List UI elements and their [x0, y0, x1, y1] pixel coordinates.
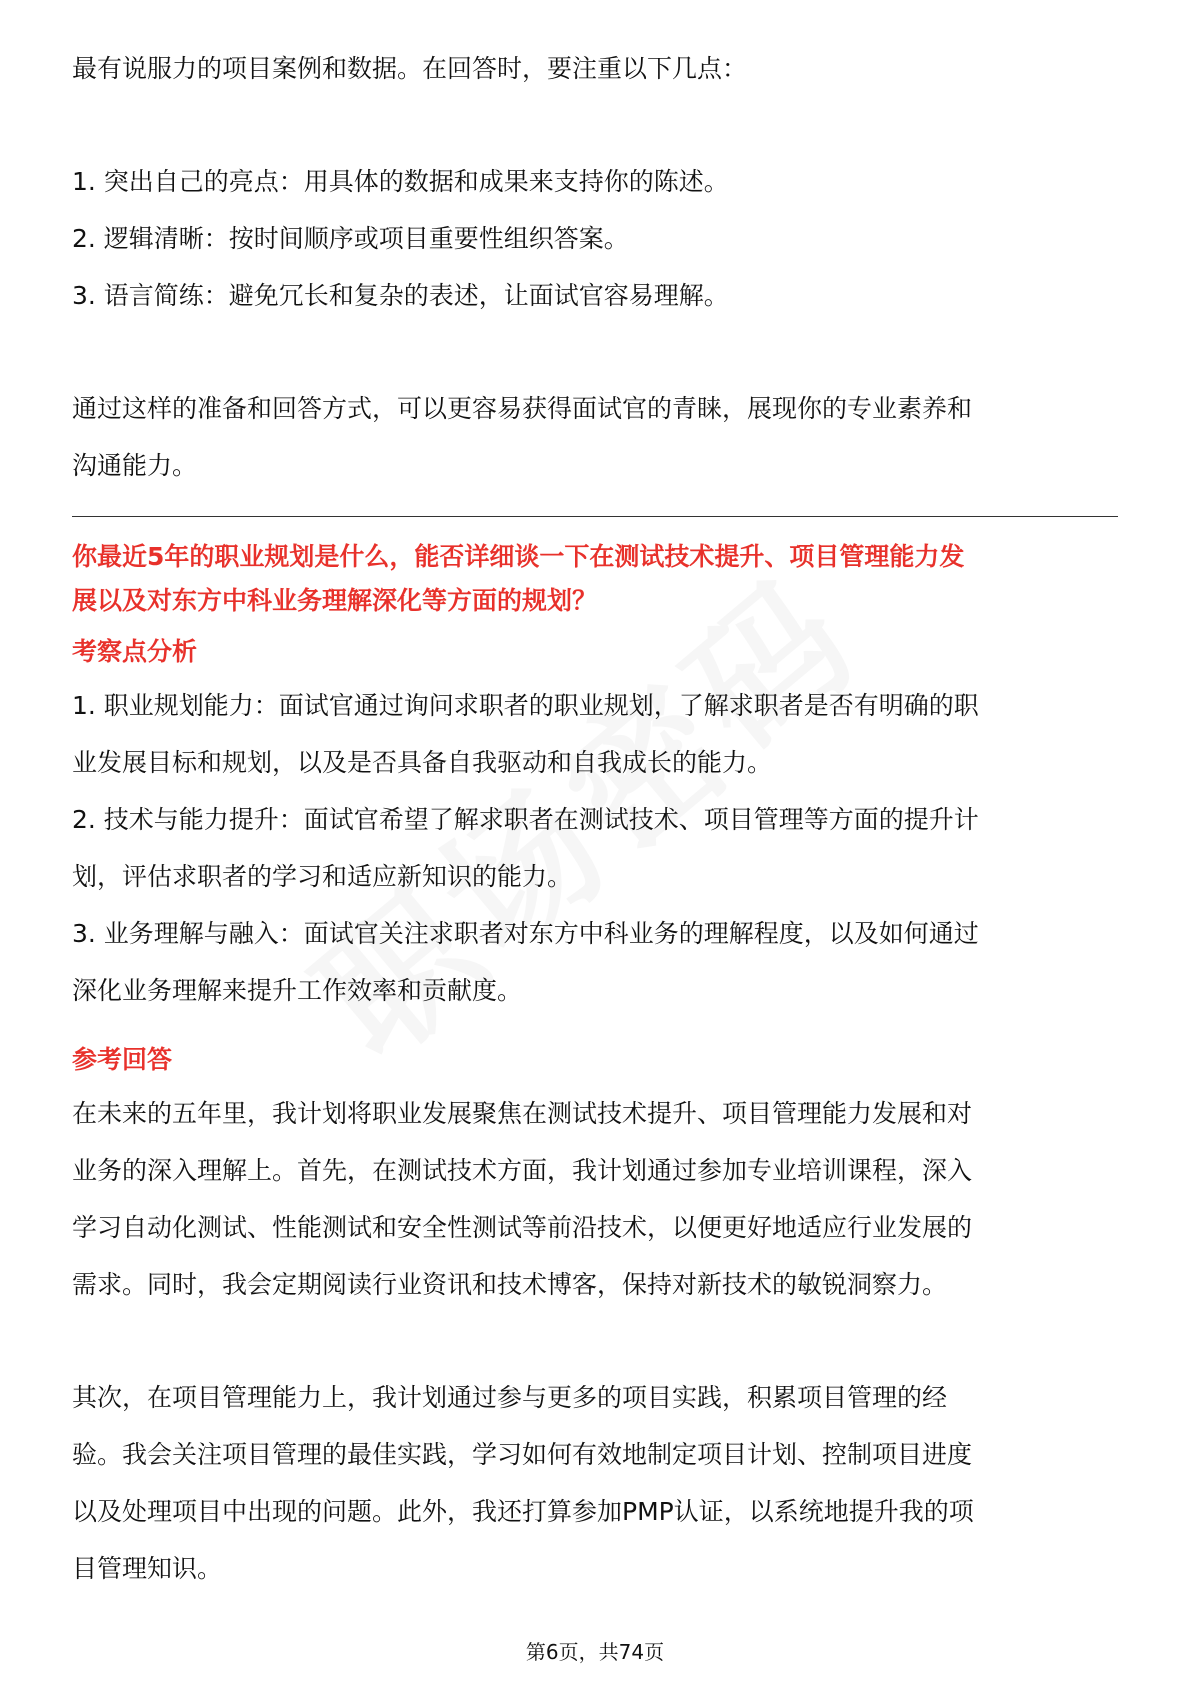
intro-line: 最有说服力的项目案例和数据。在回答时，要注重以下几点： [72, 54, 748, 83]
conclusion-line-1: 通过这样的准备和回答方式，可以更容易获得面试官的青睐，展现你的专业素养和 [72, 394, 973, 423]
answer-line: 在未来的五年里，我计划将职业发展聚焦在测试技术提升、项目管理能力发展和对 [72, 1099, 973, 1128]
answer-line: 验。我会关注项目管理的最佳实践，学习如何有效地制定项目计划、控制项目进度 [72, 1440, 973, 1469]
analysis-title: 考察点分析 [72, 637, 198, 666]
analysis-line: 业发展目标和规划，以及是否具备自我驱动和自我成长的能力。 [72, 748, 773, 777]
answer-line: 以及处理项目中出现的问题。此外，我还打算参加PMP认证，以系统地提升我的项 [72, 1497, 974, 1526]
answer-line: 其次，在项目管理能力上，我计划通过参与更多的项目实践，积累项目管理的经 [72, 1383, 948, 1412]
intro-point-2: 2. 逻辑清晰：按时间顺序或项目重要性组织答案。 [72, 224, 629, 253]
analysis-line: 1. 职业规划能力：面试官通过询问求职者的职业规划，了解求职者是否有明确的职 [72, 691, 979, 720]
answer-line: 学习自动化测试、性能测试和安全性测试等前沿技术，以便更好地适应行业发展的 [72, 1213, 973, 1242]
question-line-2: 展以及对东方中科业务理解深化等方面的规划？ [72, 586, 598, 615]
conclusion-line-2: 沟通能力。 [72, 451, 198, 480]
analysis-line: 深化业务理解来提升工作效率和贡献度。 [72, 976, 523, 1005]
question-line-1: 你最近5年的职业规划是什么，能否详细谈一下在测试技术提升、项目管理能力发 [72, 542, 965, 571]
answer-line: 业务的深入理解上。首先，在测试技术方面，我计划通过参加专业培训课程，深入 [72, 1156, 973, 1185]
document-page [72, 40, 1118, 1597]
answer-title: 参考回答 [72, 1045, 173, 1074]
analysis-line: 2. 技术与能力提升：面试官希望了解求职者在测试技术、项目管理等方面的提升计 [72, 805, 979, 834]
answer-line: 需求。同时，我会定期阅读行业资讯和技术博客，保持对新技术的敏锐洞察力。 [72, 1270, 948, 1299]
analysis-line: 3. 业务理解与融入：面试官关注求职者对东方中科业务的理解程度，以及如何通过 [72, 919, 979, 948]
answer-line: 目管理知识。 [72, 1554, 223, 1583]
analysis-line: 划，评估求职者的学习和适应新知识的能力。 [72, 862, 573, 891]
section-divider [72, 516, 1118, 517]
intro-point-3: 3. 语言简练：避免冗长和复杂的表述，让面试官容易理解。 [72, 281, 729, 310]
page-number: 第6页，共74页 [525, 1640, 665, 1664]
intro-point-1: 1. 突出自己的亮点：用具体的数据和成果来支持你的陈述。 [72, 167, 729, 196]
